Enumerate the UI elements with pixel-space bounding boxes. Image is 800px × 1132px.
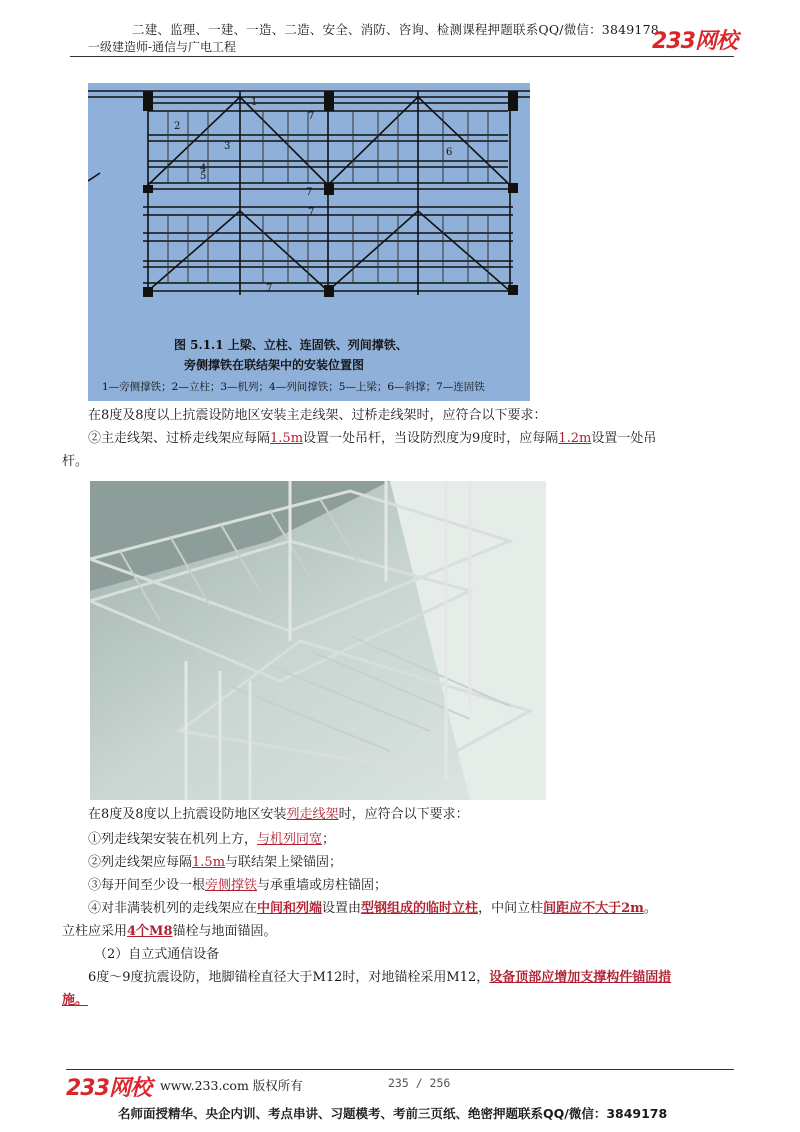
- footer-promo-line: 名师面授精华、央企内训、考点串讲、习题模考、考前三页纸、绝密押题联系QQ/微信：3849178: [118, 1106, 668, 1121]
- figure-caption-line2: 旁侧撑铁在联结架中的安装位置图: [184, 358, 365, 372]
- text-segment: ，中间立柱: [478, 901, 544, 916]
- footer-divider: [66, 1069, 734, 1070]
- text-segment: ④对非满装机列的走线架应在: [88, 901, 258, 916]
- highlight-measure-end: 施。: [62, 993, 89, 1008]
- logo-number: 233: [652, 29, 695, 54]
- label-1: 1: [251, 97, 258, 108]
- text-segment: 设置由: [322, 901, 362, 916]
- label-3: 3: [224, 141, 231, 152]
- paragraph-item-2: [88, 853, 342, 873]
- highlight-middle-end: 中间和列端: [257, 901, 323, 916]
- footer-logo: [66, 1071, 151, 1102]
- installation-diagram-figure: [88, 83, 530, 401]
- text-segment: 设置一处吊: [591, 431, 657, 446]
- text-segment: 时，应符合以下要求：: [338, 807, 469, 822]
- text-segment: 在8度及8度以上抗震设防地区安装主走线架、过桥走线架时，应符合以下要求：: [88, 408, 547, 423]
- label-5: 5: [200, 171, 207, 182]
- highlight-1-2m: 1.2m: [558, 431, 592, 446]
- paragraph-hanger-spacing: [88, 429, 656, 449]
- paragraph-standalone-equipment: [88, 968, 671, 988]
- logo-number: 233: [66, 1076, 109, 1101]
- text-segment: 立柱应采用: [62, 924, 128, 939]
- paragraph-item-3: [88, 876, 387, 896]
- paragraph-anchor: [62, 922, 277, 942]
- text-segment: ；: [322, 832, 336, 847]
- text-segment: ②主走线架、过桥走线架应每隔: [88, 431, 271, 446]
- text-segment: ②列走线架应每隔: [88, 855, 193, 870]
- paragraph-continuation: [62, 452, 88, 472]
- cable-rack-photo: [90, 481, 546, 800]
- text-segment: 锚栓与地面锚固。: [172, 924, 277, 939]
- header-promo-line: 二建、监理、一建、一造、二造、安全、消防、咨询、检测课程押题联系QQ/微信：3849178: [132, 22, 659, 37]
- label-2: 2: [174, 121, 181, 132]
- text-segment: （2）自立式通信设备: [94, 947, 220, 962]
- label-7b: 7: [306, 187, 313, 198]
- paragraph-main-rack: [88, 406, 547, 426]
- cable-rack-photo-image: [90, 481, 546, 800]
- highlight-top-support: 设备顶部应增加支撑构件锚固措: [489, 970, 672, 985]
- figure-legend: 1—旁侧撑铁；2—立柱；3—机列；4—列间撑铁；5—上梁；6—斜撑；7—连固铁: [102, 381, 485, 393]
- logo-text: 网校: [694, 29, 737, 54]
- header-subject: 一级建造师-通信与广电工程: [88, 40, 237, 54]
- highlight-1-5m: 1.5m: [192, 855, 226, 870]
- label-6: 6: [446, 147, 453, 158]
- text-segment: ③每开间至少设一根: [88, 878, 206, 893]
- text-segment: 。: [643, 901, 657, 916]
- installation-diagram: [88, 83, 530, 401]
- logo-text: 网校: [108, 1076, 151, 1101]
- label-7c: 7: [308, 207, 315, 218]
- label-7d: 7: [266, 283, 273, 294]
- paragraph-row-rack: [88, 805, 469, 825]
- header-logo: [652, 24, 737, 55]
- paragraph-item-1: [88, 830, 335, 850]
- paragraph-standalone-end: [62, 991, 88, 1011]
- text-segment: 6度～9度抗震设防，地脚锚栓直径大于M12时，对地锚栓采用M12，: [88, 970, 490, 985]
- text-segment: 杆。: [62, 454, 89, 469]
- label-4: 4: [200, 163, 207, 174]
- highlight-side-brace: 旁侧撑铁: [205, 878, 258, 893]
- section-heading-standalone: [94, 945, 219, 965]
- highlight-row-rack: 列走线架: [286, 807, 339, 822]
- highlight-spacing-2m: 间距应不大于2m: [543, 901, 644, 916]
- highlight-4-m8: 4个M8: [127, 924, 173, 939]
- footer-site-copyright: www.233.com 版权所有: [160, 1078, 303, 1093]
- header-divider: [70, 56, 734, 57]
- highlight-1-5m: 1.5m: [270, 431, 304, 446]
- text-segment: 设置一处吊杆，当设防烈度为9度时，应每隔: [303, 431, 559, 446]
- paragraph-item-4: [88, 899, 657, 919]
- text-segment: ①列走线架安装在机列上方，: [88, 832, 258, 847]
- text-segment: 与联结架上梁锚固；: [225, 855, 343, 870]
- text-segment: 在8度及8度以上抗震设防地区安装: [88, 807, 287, 822]
- label-7a: 7: [308, 111, 315, 122]
- figure-caption-line1: 图 5.1.1 上梁、立柱、连固铁、列间撑铁、: [174, 338, 408, 352]
- page-number: 235 / 256: [388, 1076, 451, 1090]
- text-segment: 与承重墙或房柱锚固；: [257, 878, 388, 893]
- highlight-temp-column: 型钢组成的临时立柱: [361, 901, 479, 916]
- highlight-same-width: 与机列同宽: [257, 832, 323, 847]
